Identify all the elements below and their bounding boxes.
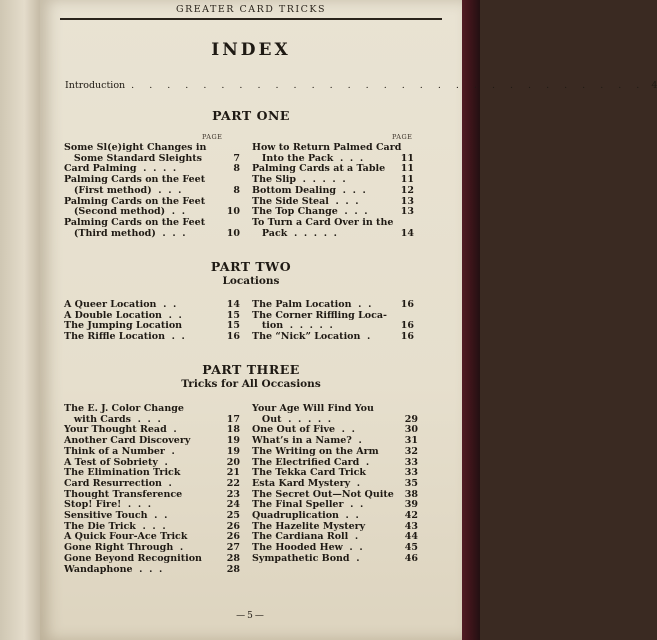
introduction-label: Introduction bbox=[65, 80, 126, 91]
entry-page-number: 20 bbox=[226, 456, 240, 468]
entry-page-number: 8 bbox=[233, 163, 240, 175]
entry-page-number: 33 bbox=[404, 467, 418, 479]
entry-page-number: 11 bbox=[400, 163, 414, 175]
part-one-heading: PART ONE bbox=[212, 108, 290, 123]
entry-page-number: 11 bbox=[400, 152, 414, 164]
entry-page-number: 15 bbox=[226, 320, 240, 332]
index-entry bbox=[252, 229, 414, 240]
entry-page-number: 14 bbox=[400, 227, 414, 239]
part-two-left-column bbox=[64, 300, 240, 343]
entry-page-number: 29 bbox=[404, 413, 418, 425]
index-entry bbox=[64, 332, 240, 343]
entry-page-number: 8 bbox=[233, 184, 240, 196]
part-three-right-column bbox=[252, 404, 418, 565]
entry-title: with Cards . . . bbox=[64, 413, 161, 425]
index-entry bbox=[252, 447, 418, 458]
introduction-page: 4 bbox=[651, 80, 657, 91]
entry-title: What’s in a Name? . bbox=[252, 435, 362, 447]
entry-page-number: 13 bbox=[400, 195, 414, 207]
entry-title: Card Palming . . . . bbox=[64, 163, 177, 175]
page-column-label-left: PAGE bbox=[202, 133, 223, 141]
entry-page-number: 45 bbox=[404, 542, 418, 554]
entry-title: Palming Cards on the Feet bbox=[64, 195, 206, 207]
part-two-right-column bbox=[252, 300, 414, 343]
entry-title: One Out of Five . . bbox=[252, 424, 355, 436]
index-entry bbox=[64, 565, 240, 576]
entry-title: Card Resurrection . bbox=[64, 477, 172, 489]
entry-title: Think of a Number . bbox=[64, 445, 175, 457]
book-page bbox=[40, 0, 657, 640]
entry-page-number: 14 bbox=[226, 299, 240, 310]
index-entry bbox=[252, 186, 414, 197]
entry-page-number: 25 bbox=[226, 510, 240, 522]
entry-page-number: 19 bbox=[226, 435, 240, 447]
entry-page-number: 32 bbox=[404, 445, 418, 457]
entry-title: Palming Cards on the Feet bbox=[64, 216, 206, 228]
entry-title: Sympathetic Bond . bbox=[252, 552, 360, 564]
entry-title: Stop! Fire! . . . bbox=[64, 499, 152, 511]
entry-title: The Writing on the Arm bbox=[252, 445, 379, 457]
entry-page-number: 16 bbox=[400, 331, 414, 343]
entry-page-number: 10 bbox=[226, 206, 240, 218]
entry-page-number: 10 bbox=[226, 227, 240, 239]
entry-page-number: 16 bbox=[400, 299, 414, 310]
entry-title: The Riffle Location . . bbox=[64, 331, 185, 343]
entry-title: Palming Cards on the Feet bbox=[64, 174, 206, 186]
entry-title: The Cardiana Roll . bbox=[252, 531, 359, 543]
entry-page-number: 16 bbox=[226, 331, 240, 343]
entry-title: The Jumping Location bbox=[64, 320, 183, 332]
index-entry bbox=[64, 447, 240, 458]
entry-title: A Queer Location . . bbox=[64, 299, 177, 310]
entry-title: The Secret Out—Not Quite bbox=[252, 488, 394, 500]
entry-title: Wandaphone . . . bbox=[64, 563, 163, 575]
entry-title: Sensitive Touch . . bbox=[64, 510, 168, 522]
index-entry bbox=[252, 554, 418, 565]
entry-page-number: 7 bbox=[233, 152, 240, 164]
entry-title: Palming Cards at a Table bbox=[252, 163, 386, 175]
entry-page-number: 13 bbox=[400, 206, 414, 218]
entry-title: Pack . . . . . bbox=[252, 227, 337, 239]
entry-title: The Hooded Hew . . bbox=[252, 542, 363, 554]
entry-title: (Second method) . . bbox=[64, 206, 186, 218]
part-three-subheading: Tricks for All Occasions bbox=[181, 378, 321, 390]
entry-title: The Corner Riffling Loca- bbox=[252, 309, 387, 321]
entry-page-number: 30 bbox=[404, 424, 418, 436]
entry-title: A Test of Sobriety . bbox=[64, 456, 168, 468]
entry-page-number: 39 bbox=[404, 499, 418, 511]
entry-title: To Turn a Card Over in the bbox=[252, 216, 394, 228]
entry-title: The E. J. Color Change bbox=[64, 403, 184, 414]
entry-page-number: 16 bbox=[400, 320, 414, 332]
entry-page-number: 24 bbox=[226, 499, 240, 511]
entry-page-number: 35 bbox=[404, 477, 418, 489]
entry-page-number: 17 bbox=[226, 413, 240, 425]
entry-title: The Die Trick . . . bbox=[64, 520, 166, 532]
entry-title: A Quick Four-Ace Trick bbox=[64, 531, 188, 543]
running-head: GREATER CARD TRICKS bbox=[176, 4, 326, 15]
entry-title: The Electrified Card . bbox=[252, 456, 370, 468]
entry-page-number: 31 bbox=[404, 435, 418, 447]
entry-page-number: 27 bbox=[226, 542, 240, 554]
page-column-label-right: PAGE bbox=[392, 133, 413, 141]
entry-page-number: 44 bbox=[404, 531, 418, 543]
book-binding bbox=[0, 0, 44, 640]
entry-title: Gone Right Through . bbox=[64, 542, 184, 554]
part-three-left-column bbox=[64, 404, 240, 575]
entry-title: Your Age Will Find You bbox=[252, 403, 374, 414]
entry-page-number: 38 bbox=[404, 488, 418, 500]
entry-title: A Double Location . . bbox=[64, 309, 182, 321]
index-entry bbox=[64, 186, 240, 197]
entry-page-number: 12 bbox=[400, 184, 414, 196]
entry-title: The Palm Location . . bbox=[252, 299, 372, 310]
part-three-heading: PART THREE bbox=[202, 362, 300, 377]
entry-title: tion . . . . . bbox=[252, 320, 333, 332]
entry-title: How to Return Palmed Card bbox=[252, 142, 402, 153]
entry-title: Another Card Discovery bbox=[64, 435, 191, 447]
entry-page-number: 43 bbox=[404, 520, 418, 532]
entry-page-number: 42 bbox=[404, 510, 418, 522]
entry-title: Gone Beyond Recognition bbox=[64, 552, 202, 564]
entry-page-number: 23 bbox=[226, 488, 240, 500]
part-one-left-column bbox=[64, 143, 240, 239]
entry-title: The “Nick” Location . bbox=[252, 331, 371, 343]
entry-page-number: 19 bbox=[226, 445, 240, 457]
entry-page-number: 46 bbox=[404, 552, 418, 564]
page-number-footer: —5— bbox=[236, 611, 266, 621]
entry-title: Quadruplication . . bbox=[252, 510, 359, 522]
entry-title: The Tekka Card Trick bbox=[252, 467, 367, 479]
introduction-entry bbox=[65, 80, 657, 91]
entry-page-number: 22 bbox=[226, 477, 240, 489]
entry-page-number: 11 bbox=[400, 174, 414, 186]
entry-title: The Slip . . . . . bbox=[252, 174, 346, 186]
entry-title: Bottom Dealing . . . bbox=[252, 184, 366, 196]
entry-title: The Final Speller . . bbox=[252, 499, 364, 511]
entry-title: The Hazelite Mystery bbox=[252, 520, 366, 532]
header-rule bbox=[60, 18, 442, 20]
entry-page-number: 33 bbox=[404, 456, 418, 468]
entry-page-number: 28 bbox=[226, 552, 240, 564]
entry-title: Some Sl(e)ight Changes in bbox=[64, 142, 207, 153]
part-one-right-column bbox=[252, 143, 414, 239]
entry-page-number: 28 bbox=[226, 563, 240, 575]
entry-title: (Third method) . . . bbox=[64, 227, 186, 239]
entry-title: Thought Transference bbox=[64, 488, 183, 500]
entry-title: Some Standard Sleights bbox=[64, 152, 202, 164]
entry-title: Out . . . . . bbox=[252, 413, 332, 425]
entry-title: Your Thought Read . bbox=[64, 424, 177, 436]
index-entry bbox=[64, 554, 240, 565]
entry-title: Into the Pack . . . bbox=[252, 152, 364, 164]
entry-title: The Side Steal . . . bbox=[252, 195, 359, 207]
part-two-heading: PART TWO bbox=[210, 259, 292, 274]
entry-page-number: 21 bbox=[226, 467, 240, 479]
index-entry bbox=[64, 229, 240, 240]
page-title: INDEX bbox=[211, 40, 291, 60]
index-entry bbox=[252, 332, 414, 343]
entry-page-number: 26 bbox=[226, 520, 240, 532]
entry-page-number: 15 bbox=[226, 309, 240, 321]
entry-page-number: 26 bbox=[226, 531, 240, 543]
entry-title: (First method) . . . bbox=[64, 184, 182, 196]
entry-title: Esta Kard Mystery . bbox=[252, 477, 361, 489]
introduction-leader-dots: . . . . . . . . . . . . . . . . . . . . . . . . . . . . . bbox=[131, 80, 646, 91]
entry-title: The Top Change . . . bbox=[252, 206, 368, 218]
part-two-subheading: Locations bbox=[222, 275, 280, 287]
entry-title: The Elimination Trick bbox=[64, 467, 181, 479]
entry-page-number: 18 bbox=[226, 424, 240, 436]
